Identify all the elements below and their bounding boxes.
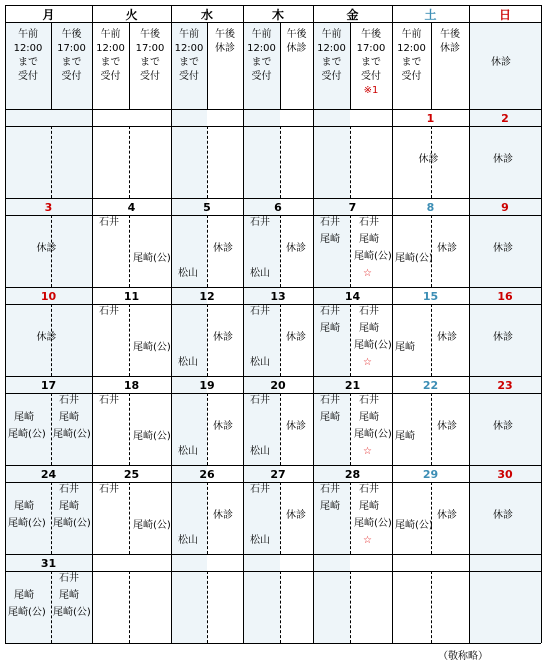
grid-line: [392, 5, 393, 643]
dashed-divider: [431, 571, 432, 643]
grid-line: [5, 22, 541, 23]
day-number: 18: [123, 379, 140, 392]
grid-line: [5, 643, 541, 644]
schedule-entry: 松山: [178, 535, 198, 546]
hours-text: 受付: [179, 71, 199, 82]
schedule-entry: 石井: [99, 395, 119, 406]
day-number: 25: [123, 468, 140, 481]
schedule-entry: 尾崎(公): [8, 429, 46, 440]
schedule-entry: 休診: [213, 243, 233, 254]
schedule-entry: 休診: [493, 421, 513, 432]
schedule-entry: 石井: [359, 217, 379, 228]
day-number: 5: [203, 201, 211, 214]
schedule-entry: 石井: [59, 573, 79, 584]
hours-text: まで: [140, 57, 160, 68]
grid-line: [5, 465, 541, 466]
hours-text: 受付: [100, 71, 121, 82]
weekday-header: 金: [346, 8, 359, 22]
grid-line: [5, 198, 541, 199]
grid-line: [5, 126, 541, 127]
schedule-entry: 尾崎(公): [395, 520, 433, 531]
dashed-divider: [207, 571, 208, 643]
schedule-entry: 尾崎(公): [8, 607, 46, 618]
schedule-entry: ☆: [363, 268, 372, 279]
hours-text: まで: [401, 57, 422, 68]
dashed-divider: [129, 126, 130, 198]
hours-text: 受付: [361, 71, 381, 82]
grid-line: [5, 304, 541, 305]
grid-line: [5, 215, 541, 216]
day-number: 3: [44, 201, 53, 214]
day-number: 22: [422, 379, 439, 392]
hours-text: 受付: [321, 71, 342, 82]
hours-text: 休診: [440, 43, 460, 54]
day-number: 6: [274, 201, 282, 214]
grid-line: [51, 22, 52, 109]
grid-line: [280, 22, 281, 109]
hours-text: まで: [251, 57, 272, 68]
hours-text: 午後: [440, 29, 460, 40]
schedule-entry: 石井: [250, 395, 270, 406]
hours-text: 12:00: [247, 43, 276, 54]
schedule-entry: 石井: [250, 306, 270, 317]
hours-text: 午前: [321, 29, 342, 40]
hours-text: 休診: [215, 43, 235, 54]
schedule-entry: 尾崎(公): [354, 429, 392, 440]
day-number: 8: [426, 201, 435, 214]
hours-text: 午前: [179, 29, 199, 40]
dashed-divider: [207, 126, 208, 198]
dashed-divider: [350, 393, 351, 465]
schedule-entry: 尾崎: [320, 412, 340, 423]
hours-text: 17:00: [135, 43, 165, 54]
day-number: 31: [40, 557, 57, 570]
schedule-entry: 休診: [493, 154, 513, 165]
dashed-divider: [129, 215, 130, 287]
grid-line: [243, 5, 244, 643]
hours-text: 受付: [401, 71, 422, 82]
hours-text: 12:00: [174, 43, 204, 54]
schedule-entry: 石井: [99, 484, 119, 495]
grid-line: [5, 482, 541, 483]
dashed-divider: [280, 393, 281, 465]
schedule-entry: 松山: [178, 446, 198, 457]
dashed-divider: [350, 304, 351, 376]
schedule-entry: 石井: [359, 395, 379, 406]
schedule-entry: 休診: [286, 243, 306, 254]
hours-text: 午前: [18, 29, 38, 40]
schedule-entry: 石井: [250, 217, 270, 228]
weekday-header: 月: [42, 8, 55, 22]
dashed-divider: [129, 393, 130, 465]
grid-line: [129, 22, 130, 109]
hours-text: 午前: [251, 29, 272, 40]
schedule-entry: 尾崎: [359, 323, 379, 334]
hours-text: まで: [179, 57, 199, 68]
grid-line: [350, 22, 351, 109]
hours-text: 12:00: [96, 43, 125, 54]
day-number: 20: [270, 379, 286, 392]
honorifics-omitted-note: （敬称略）: [438, 651, 488, 662]
hours-text: まで: [321, 57, 342, 68]
schedule-entry: 石井: [99, 217, 119, 228]
schedule-entry: 石井: [320, 217, 340, 228]
dashed-divider: [207, 482, 208, 554]
schedule-entry: 尾崎: [395, 431, 415, 442]
schedule-entry: 石井: [320, 484, 340, 495]
grid-line: [313, 5, 314, 643]
schedule-entry: 尾崎(公): [133, 431, 171, 442]
schedule-entry: ☆: [363, 357, 372, 368]
schedule-entry: 松山: [250, 535, 270, 546]
dashed-divider: [129, 304, 130, 376]
schedule-entry: 石井: [59, 395, 79, 406]
schedule-entry: ☆: [363, 535, 372, 546]
dashed-divider: [207, 304, 208, 376]
dashed-divider: [207, 215, 208, 287]
schedule-entry: 松山: [178, 357, 198, 368]
hours-text: 午後: [286, 29, 307, 40]
grid-line: [469, 5, 470, 643]
hours-text: 受付: [251, 71, 272, 82]
weekday-header: 日: [498, 8, 511, 22]
grid-line: [207, 22, 208, 109]
schedule-entry: 尾崎: [359, 501, 379, 512]
schedule-entry: 休診: [437, 332, 457, 343]
schedule-entry: 石井: [359, 306, 379, 317]
schedule-entry: 休診: [437, 510, 457, 521]
schedule-entry: 尾崎: [59, 590, 79, 601]
dashed-divider: [280, 482, 281, 554]
schedule-entry: 尾崎(公): [53, 429, 91, 440]
schedule-entry: 尾崎(公): [133, 342, 171, 353]
hours-text: まで: [61, 57, 82, 68]
dashed-divider: [280, 304, 281, 376]
day-number: 30: [497, 468, 513, 481]
day-number: 2: [501, 112, 509, 125]
dashed-divider: [431, 482, 432, 554]
day-number: 27: [270, 468, 286, 481]
hours-closed: 休診: [491, 57, 511, 68]
hours-text: 12:00: [397, 43, 426, 54]
day-number: 26: [199, 468, 215, 481]
grid-line: [92, 5, 93, 643]
schedule-entry: 松山: [250, 446, 270, 457]
schedule-entry: 休診: [493, 510, 513, 521]
shaded-column: [243, 22, 280, 643]
grid-line: [431, 22, 432, 109]
dashed-divider: [280, 126, 281, 198]
day-number: 17: [40, 379, 57, 392]
hours-text: 受付: [140, 71, 160, 82]
schedule-entry: ☆: [363, 446, 372, 457]
dashed-divider: [280, 571, 281, 643]
schedule-entry: 尾崎(公): [53, 607, 91, 618]
schedule-entry: 松山: [250, 357, 270, 368]
grid-line: [5, 376, 541, 377]
schedule-entry: 休診: [36, 332, 57, 343]
weekday-header: 土: [424, 8, 437, 22]
schedule-entry: 尾崎: [320, 234, 340, 245]
day-number: 24: [40, 468, 57, 481]
hours-text: 17:00: [356, 43, 386, 54]
dashed-divider: [431, 304, 432, 376]
day-number: 11: [123, 290, 140, 303]
hours-text: 午後: [61, 29, 82, 40]
hours-text: 受付: [18, 71, 38, 82]
schedule-entry: 休診: [437, 243, 457, 254]
dashed-divider: [350, 215, 351, 287]
day-number: 1: [426, 112, 435, 125]
grid-line: [5, 5, 541, 6]
schedule-entry: 石井: [99, 306, 119, 317]
schedule-entry: 尾崎: [395, 342, 415, 353]
hours-text: 17:00: [57, 43, 86, 54]
schedule-entry: 石井: [320, 395, 340, 406]
day-number: 13: [270, 290, 286, 303]
weekday-header: 水: [200, 8, 213, 22]
day-number: 4: [127, 201, 136, 214]
dashed-divider: [350, 126, 351, 198]
schedule-entry: 尾崎: [359, 234, 379, 245]
grid-line: [171, 5, 172, 643]
hours-text: 12:00: [13, 43, 43, 54]
day-number: 15: [422, 290, 439, 303]
hours-text: 受付: [61, 71, 82, 82]
dashed-divider: [431, 126, 432, 198]
day-number: 23: [497, 379, 513, 392]
schedule-entry: 尾崎(公): [133, 520, 171, 531]
schedule-entry: 尾崎(公): [53, 518, 91, 529]
weekday-header: 火: [125, 8, 138, 22]
schedule-entry: 尾崎: [59, 501, 79, 512]
schedule-entry: 尾崎(公): [354, 251, 392, 262]
dashed-divider: [51, 571, 52, 643]
hours-text: まで: [100, 57, 121, 68]
hours-text: 午前: [401, 29, 422, 40]
schedule-entry: 尾崎: [14, 590, 34, 601]
weekday-header: 木: [271, 8, 284, 22]
grid-line: [5, 393, 541, 394]
schedule-entry: 休診: [286, 421, 306, 432]
schedule-entry: 休診: [437, 421, 457, 432]
dashed-divider: [431, 215, 432, 287]
hours-text: 12:00: [317, 43, 346, 54]
schedule-entry: 石井: [59, 484, 79, 495]
day-number: 7: [348, 201, 357, 214]
schedule-entry: 尾崎(公): [133, 253, 171, 264]
grid-line: [541, 5, 542, 643]
grid-line: [5, 5, 6, 643]
schedule-entry: 石井: [359, 484, 379, 495]
hours-text: 午後: [140, 29, 160, 40]
shaded-column: [171, 22, 207, 643]
schedule-entry: 石井: [250, 484, 270, 495]
dashed-divider: [51, 215, 52, 287]
grid-line: [5, 571, 541, 572]
hours-text: まで: [361, 57, 381, 68]
schedule-entry: 尾崎(公): [395, 253, 433, 264]
day-number: 19: [199, 379, 215, 392]
schedule-entry: 尾崎: [14, 412, 34, 423]
schedule-entry: 休診: [213, 421, 233, 432]
day-number: 28: [344, 468, 361, 481]
dashed-divider: [129, 482, 130, 554]
day-number: 16: [497, 290, 513, 303]
schedule-entry: 石井: [320, 306, 340, 317]
schedule-entry: 尾崎: [320, 501, 340, 512]
day-number: 12: [199, 290, 215, 303]
grid-line: [5, 554, 541, 555]
schedule-entry: 尾崎: [320, 323, 340, 334]
grid-line: [5, 109, 541, 110]
schedule-entry: 休診: [493, 332, 513, 343]
schedule-entry: 休診: [286, 510, 306, 521]
schedule-entry: 尾崎(公): [354, 518, 392, 529]
dashed-divider: [280, 215, 281, 287]
schedule-entry: 休診: [493, 243, 513, 254]
schedule-entry: 休診: [286, 332, 306, 343]
schedule-entry: 松山: [250, 268, 270, 279]
schedule-entry: 尾崎: [14, 501, 34, 512]
dashed-divider: [350, 571, 351, 643]
dashed-divider: [431, 393, 432, 465]
hours-text: 午前: [100, 29, 121, 40]
schedule-entry: 休診: [213, 510, 233, 521]
schedule-entry: 休診: [36, 243, 57, 254]
schedule-entry: 尾崎: [59, 412, 79, 423]
day-number: 29: [422, 468, 439, 481]
schedule-entry: 尾崎: [359, 412, 379, 423]
day-number: 21: [344, 379, 361, 392]
hours-text: ※1: [363, 85, 379, 96]
hours-text: 休診: [286, 43, 307, 54]
dashed-divider: [51, 126, 52, 198]
schedule-entry: 休診: [213, 332, 233, 343]
grid-line: [5, 287, 541, 288]
day-number: 10: [40, 290, 57, 303]
dashed-divider: [51, 393, 52, 465]
schedule-entry: 尾崎(公): [8, 518, 46, 529]
dashed-divider: [51, 482, 52, 554]
schedule-entry: 尾崎(公): [354, 340, 392, 351]
dashed-divider: [207, 393, 208, 465]
hours-text: 午後: [361, 29, 381, 40]
hours-text: 午後: [215, 29, 235, 40]
day-number: 9: [501, 201, 509, 214]
dashed-divider: [51, 304, 52, 376]
schedule-entry: 松山: [178, 268, 198, 279]
dashed-divider: [129, 571, 130, 643]
schedule-entry: 休診: [418, 154, 439, 165]
hours-text: まで: [18, 57, 38, 68]
dashed-divider: [350, 482, 351, 554]
day-number: 14: [344, 290, 361, 303]
